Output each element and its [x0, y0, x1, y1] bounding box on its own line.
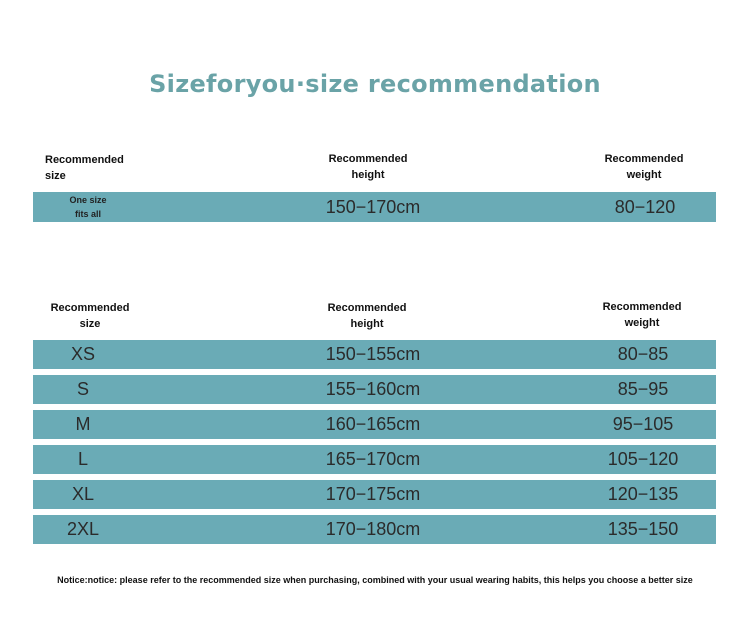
header-line: height	[350, 318, 384, 330]
header-line: Recommended	[50, 302, 130, 314]
size-cell	[43, 192, 133, 222]
size-cell: L	[77, 449, 88, 469]
weight-cell: 135−150	[607, 519, 679, 539]
table2-header-height	[307, 300, 427, 332]
height-cell: 150−155cm	[325, 344, 421, 364]
size-text: One size	[69, 195, 107, 205]
height-cell: 160−165cm	[325, 414, 421, 434]
header-line: size	[45, 170, 66, 182]
weight-cell: 80−120	[614, 196, 676, 217]
height-cell: 170−180cm	[325, 519, 421, 539]
table1-header-weight	[584, 151, 704, 183]
table2-header-weight	[582, 299, 702, 331]
table2-header-size	[40, 300, 140, 332]
size-cell: M	[75, 414, 91, 434]
size-cell: XL	[71, 484, 95, 504]
header-line: Recommended	[327, 302, 407, 314]
notice-text: Notice:notice: please refer to the recommended size when purchasing, combined with your usual wearing habits, this helps you choose a better size	[57, 575, 693, 585]
header-line: Recommended	[45, 154, 124, 166]
table1-header-size	[45, 152, 124, 184]
table-row	[33, 480, 716, 509]
header-line: Recommended	[602, 301, 682, 313]
table1-header-height	[308, 151, 428, 183]
table-row	[33, 192, 716, 222]
table-row	[33, 515, 716, 544]
weight-cell: 85−95	[617, 379, 669, 399]
header-line: Recommended	[328, 153, 408, 165]
header-line: height	[351, 169, 385, 181]
size-cell: S	[76, 379, 89, 399]
table-row	[33, 445, 716, 474]
table-row	[33, 410, 716, 439]
table-row	[33, 375, 716, 404]
page-title: Sizeforyou·size recommendation	[149, 70, 601, 98]
weight-cell: 120−135	[607, 484, 679, 504]
size-cell: 2XL	[66, 519, 100, 539]
height-cell: 155−160cm	[325, 379, 421, 399]
height-cell: 165−170cm	[325, 449, 421, 469]
height-cell: 170−175cm	[325, 484, 421, 504]
weight-cell: 105−120	[607, 449, 679, 469]
header-line: weight	[626, 169, 662, 181]
header-line: weight	[624, 317, 660, 329]
weight-cell: 80−85	[617, 344, 669, 364]
weight-cell: 95−105	[612, 414, 674, 434]
height-cell: 150−170cm	[325, 196, 421, 217]
size-text: fits all	[74, 209, 101, 219]
header-line: Recommended	[604, 153, 684, 165]
size-cell: XS	[70, 344, 95, 364]
table-row	[33, 340, 716, 369]
header-line: size	[79, 318, 101, 330]
